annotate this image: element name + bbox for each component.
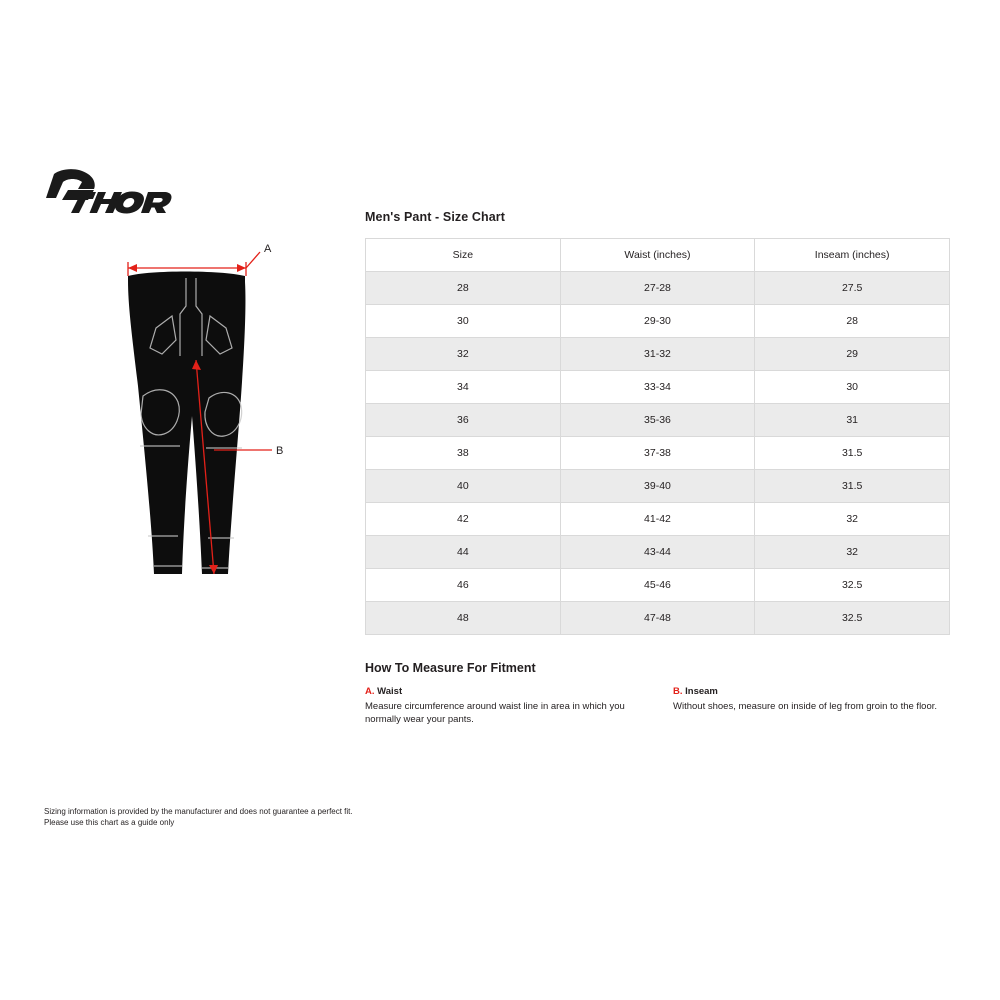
- diagram-label-b: B: [276, 445, 284, 457]
- measure-item-inseam: [673, 685, 950, 726]
- size-chart-table: [365, 238, 950, 635]
- cell-inseam: 32.5: [755, 569, 950, 602]
- thor-logo: [44, 168, 174, 214]
- pants-diagram: [110, 236, 310, 596]
- measure-name-waist: Waist: [377, 686, 403, 697]
- table-header-row: [366, 239, 950, 272]
- cell-size: 28: [366, 272, 561, 305]
- table-row: [366, 305, 950, 338]
- measure-text-inseam: Without shoes, measure on inside of leg from groin to the floor.: [673, 701, 938, 712]
- disclaimer-line-2: Please use this chart as a guide only: [44, 818, 175, 827]
- table-row: [366, 602, 950, 635]
- table-row: [366, 503, 950, 536]
- table-row: [366, 470, 950, 503]
- cell-waist: 29-30: [560, 305, 755, 338]
- cell-waist: 45-46: [560, 569, 755, 602]
- cell-size: 40: [366, 470, 561, 503]
- measure-letter-b: B.: [673, 686, 683, 697]
- cell-waist: 33-34: [560, 371, 755, 404]
- cell-waist: 27-28: [560, 272, 755, 305]
- cell-size: 32: [366, 338, 561, 371]
- diagram-label-a: A: [264, 243, 272, 255]
- cell-waist: 39-40: [560, 470, 755, 503]
- cell-waist: 43-44: [560, 536, 755, 569]
- measure-name-inseam: Inseam: [685, 686, 718, 697]
- how-to-measure-title: How To Measure For Fitment: [365, 661, 536, 675]
- measure-item-waist: [365, 685, 642, 726]
- column-header-inseam: Inseam (inches): [755, 239, 950, 272]
- cell-size: 46: [366, 569, 561, 602]
- page-title: Men's Pant - Size Chart: [365, 210, 506, 224]
- cell-inseam: 32.5: [755, 602, 950, 635]
- cell-size: 44: [366, 536, 561, 569]
- cell-size: 30: [366, 305, 561, 338]
- table-row: [366, 272, 950, 305]
- how-to-measure-section: [365, 661, 950, 726]
- cell-size: 36: [366, 404, 561, 437]
- cell-inseam: 29: [755, 338, 950, 371]
- cell-waist: 31-32: [560, 338, 755, 371]
- cell-size: 38: [366, 437, 561, 470]
- disclaimer-line-1: Sizing information is provided by the manufacturer and does not guarantee a perfect fit.: [44, 807, 353, 816]
- table-row: [366, 536, 950, 569]
- cell-waist: 37-38: [560, 437, 755, 470]
- cell-waist: 35-36: [560, 404, 755, 437]
- cell-inseam: 31.5: [755, 470, 950, 503]
- cell-inseam: 31: [755, 404, 950, 437]
- table-row: [366, 338, 950, 371]
- cell-size: 48: [366, 602, 561, 635]
- cell-inseam: 32: [755, 536, 950, 569]
- cell-waist: 47-48: [560, 602, 755, 635]
- column-header-waist: Waist (inches): [560, 239, 755, 272]
- table-row: [366, 569, 950, 602]
- cell-inseam: 32: [755, 503, 950, 536]
- measure-letter-a: A.: [365, 686, 375, 697]
- cell-inseam: 31.5: [755, 437, 950, 470]
- table-row: [366, 371, 950, 404]
- measure-text-waist: Measure circumference around waist line in area in which you normally wear your pants.: [365, 701, 625, 725]
- chart-column: [365, 210, 950, 726]
- cell-inseam: 27.5: [755, 272, 950, 305]
- pants-illustration-icon: [110, 236, 310, 596]
- column-header-size: Size: [366, 239, 561, 272]
- cell-waist: 41-42: [560, 503, 755, 536]
- cell-inseam: 28: [755, 305, 950, 338]
- cell-size: 34: [366, 371, 561, 404]
- cell-size: 42: [366, 503, 561, 536]
- table-row: [366, 437, 950, 470]
- cell-inseam: 30: [755, 371, 950, 404]
- table-row: [366, 404, 950, 437]
- thor-helmet-logo-icon: [44, 168, 174, 214]
- disclaimer: [44, 806, 464, 828]
